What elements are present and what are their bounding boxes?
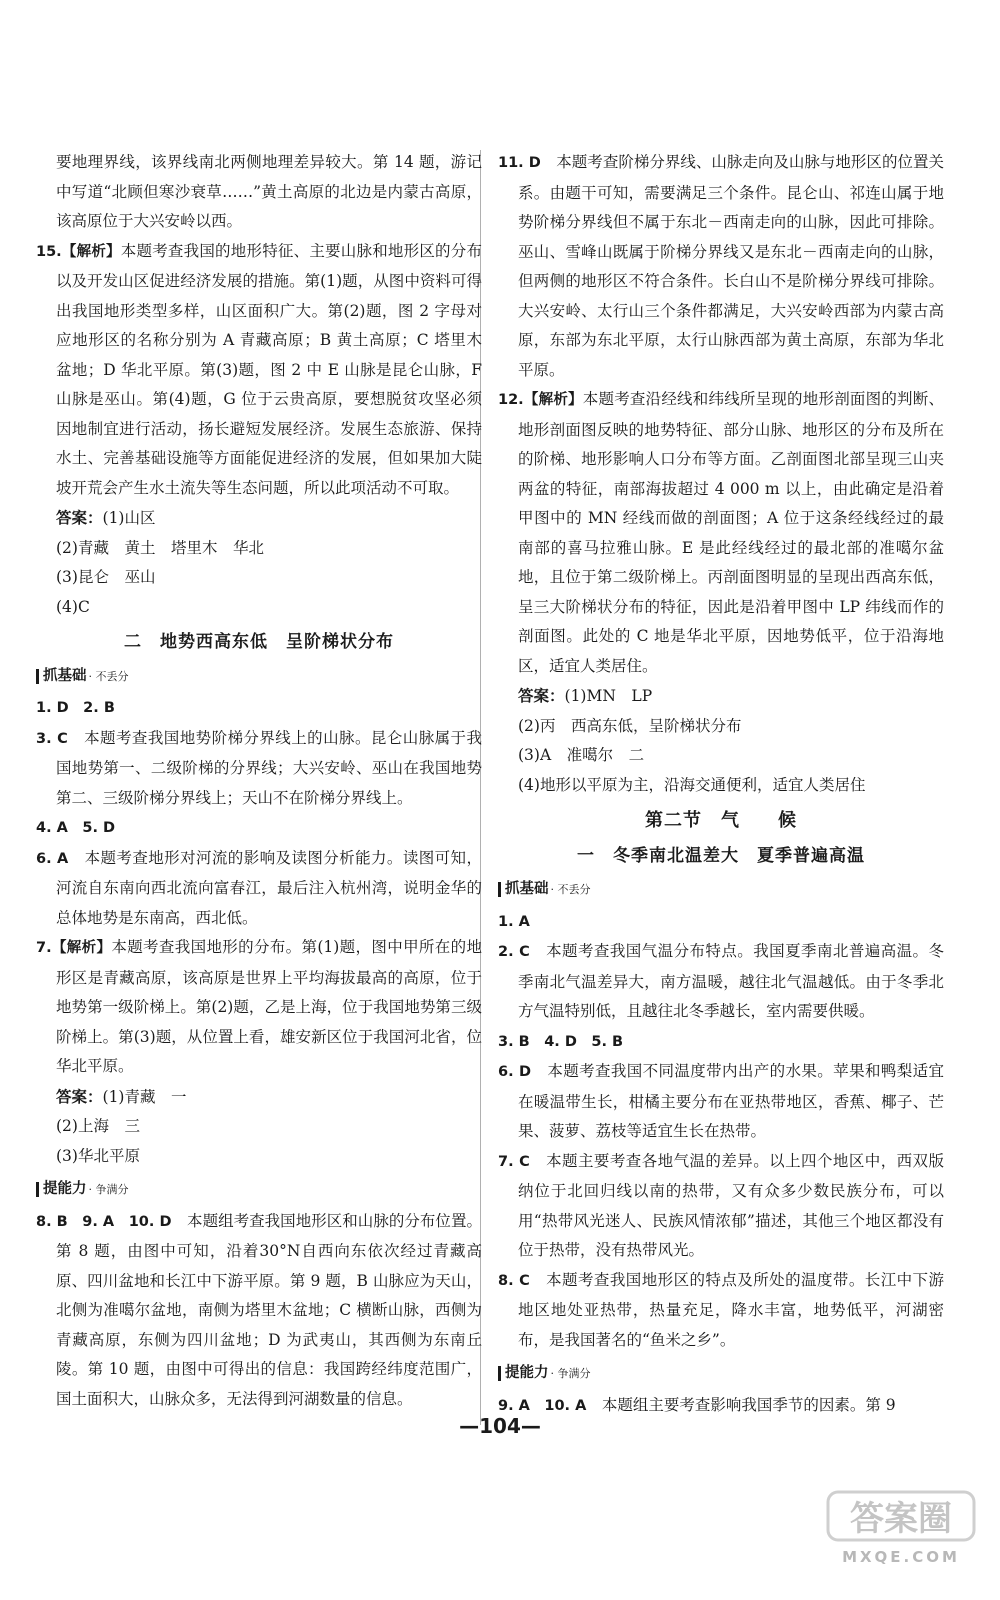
question-11 — [498, 148, 944, 385]
left-column — [36, 148, 482, 1414]
question-number: 6. D — [498, 1064, 532, 1080]
tag-label: 提能力 — [505, 1365, 549, 1381]
subsection-title: 一 冬季南北温差大 夏季普遍高温 — [577, 845, 865, 866]
question-number: 8. B 9. A 10. D — [36, 1213, 172, 1230]
question-3 — [36, 724, 482, 814]
tag-bar-icon — [498, 882, 501, 897]
tag-sub: · 争满分 — [550, 1367, 591, 1380]
answer-label: 答案： — [56, 1086, 103, 1106]
question-text: 本题考查我国地形区的特点及所处的温度带。长江中下游地区地处亚热带，热量充足，降水丰富，地势低平，河湖密布，是我国著名的“鱼米之乡”。 — [518, 1270, 944, 1349]
question-number: 9. A 10. A — [498, 1397, 587, 1414]
section-heading: 二 地势西高东低 呈阶梯状分布 — [124, 632, 394, 652]
question-2 — [498, 937, 944, 1027]
question-text: 本题考查我国气温分布特点。我国夏季南北普遍高温。冬季南北气温差异大，南方温暖，越往北气温越低。由于冬季北方气温特别低，且越往北冬季越长，室内需要供暖。 — [518, 942, 944, 1020]
question-text: 本题考查阶梯分界线、山脉走向及山脉与地形区的位置关系。由题干可知，需要满足三个条件。昆仑山、祁连山属于地势阶梯分界线但不属于东北－西南走向的山脉，因此可排除。巫山、雪峰山既属于阶梯分界线又是东北－西南走向的山脉，但两侧的地形区不符合条件。长白山不是阶梯分界线可排除。大兴安岭、太行山三个条件都满足，大兴安岭西部为内蒙古高原，东部为东北平原，太行山脉西部为黄土高原，东部为华北平原。 — [518, 153, 944, 379]
answer-short: 1. D 2. B — [36, 700, 115, 716]
tag-sub: · 争满分 — [88, 1183, 129, 1196]
tag-label: 抓基础 — [43, 667, 87, 684]
answer-label: 答案： — [518, 686, 565, 705]
question-text: 本题考查我国不同温度带内出产的水果。苹果和鸭梨适宜在暖温带生长，柑橘主要分布在亚热带地区，香蕉、椰子、芒果、菠萝、荔枝等适宜生长在热带。 — [518, 1062, 944, 1140]
question-text: 本题考查地形对河流的影响及读图分析能力。读图可知，河流自东南向西北流向富春江，最后注入杭州湾，说明金华的总体地势是东南高，西北低。 — [56, 848, 482, 927]
answer-short: 4. A 5. D — [36, 820, 116, 836]
answer-item: (1)青藏 一 — [102, 1087, 187, 1106]
question-15 — [36, 237, 482, 504]
question-number: 15.【解析】 — [36, 243, 121, 260]
tag-ability — [498, 1359, 944, 1389]
question-6 — [498, 1057, 944, 1147]
question-number: 3. C — [36, 730, 68, 747]
answer-line — [36, 1082, 482, 1113]
question-6 — [36, 844, 482, 934]
watermark-logo — [826, 1486, 976, 1566]
tag-label: 抓基础 — [505, 881, 549, 897]
question-number: 6. A — [36, 850, 69, 867]
question-text: 本题考查我国地形的分布。第(1)题，图中甲所在的地形区是青藏高原，该高原是世界上平均海拔最高的高原，位于地势第一级阶梯上。第(2)题，乙是上海，位于我国地势第三级阶梯上。第(3)题，从位置上看，雄安新区位于我国河北省，位华北平原。 — [56, 938, 482, 1075]
tag-label: 提能力 — [43, 1181, 87, 1197]
answer-item: (2)青藏 黄土 塔里木 华北 — [56, 538, 264, 557]
question-8 — [498, 1266, 944, 1356]
question-text: 本题主要考查各地气温的差异。以上四个地区中，西双版纳位于北回归线以南的热带，又有众多少数民族分布，可以用“热带风光迷人、民族风情浓郁”描述，其他三个地区都没有位于热带，没有热带风光。 — [518, 1151, 944, 1259]
answer-item: (3)A 准噶尔 二 — [518, 746, 645, 764]
question-number: 7. C — [498, 1153, 530, 1170]
tag-ability — [36, 1175, 482, 1205]
question-number: 8. C — [498, 1272, 530, 1289]
question-8-10 — [36, 1207, 482, 1415]
answer-item: (2)上海 三 — [56, 1117, 140, 1135]
answer-short: 3. B 4. D 5. B — [498, 1033, 624, 1050]
tag-bar-icon — [36, 669, 39, 684]
svg-text:答案圈: 答案圈 — [850, 1499, 952, 1539]
right-column — [498, 148, 944, 1421]
answer-item: (1)MN LP — [564, 687, 653, 705]
answer-short: 1. A — [498, 913, 530, 930]
section-title: 第二节 气 候 — [645, 810, 797, 831]
answer-item: (3)华北平原 — [56, 1146, 140, 1165]
question-number: 11. D — [498, 155, 541, 171]
question-text: 本题考查沿经线和纬线所呈现的地形剖面图的判断、地形剖面图反映的地势特征、部分山脉、地形区的分布及所在的阶梯、地形影响人口分布等方面。乙剖面图北部呈现三山夹两盆的特征，南部海拔超过 4 000 m 以上，由此确定是沿着甲图中的 MN 经线而做的剖面图；A 位于这条经线经过的最南部的喜马拉雅山脉。E 是此经线经过的最北部的准噶尔盆地，且位于第二级阶梯上。丙剖面图明显的呈现出西高东低，呈三大阶梯状分布的特征，因此是沿着甲图中 LP 纬线而作的剖面图。此处的 C 地是华北平原，因地势低平，位于沿海地区，适宜人类居住。 — [518, 390, 944, 675]
question-text: 本题组考查我国地形区和山脉的分布位置。第 8 题，由图中可知，沿着30°N自西向东依次经过青藏高原、四川盆地和长江中下游平原。第 9 题，B 山脉应为天山，北侧为准噶尔盆地，南侧为塔里木盆地；C 横断山脉，西侧为青藏高原，东侧为四川盆地；D 为武夷山，其西侧为东南丘陵。第 10 题，由图中可得出的信息：我国跨经纬度范围广，国土面积大，山脉众多，无法得到河湖数量的信息。 — [56, 1211, 482, 1408]
answer-label: 答案： — [56, 508, 103, 527]
answer-line — [498, 681, 944, 712]
answer-line — [36, 503, 482, 534]
tag-sub: · 不丢分 — [88, 669, 129, 683]
tag-basic — [36, 662, 482, 692]
question-number: 12.【解析】 — [498, 392, 583, 408]
tag-basic — [498, 875, 944, 905]
question-7 — [36, 933, 482, 1082]
tag-bar-icon — [498, 1366, 501, 1381]
watermark-brand-icon — [826, 1486, 976, 1546]
tag-bar-icon — [36, 1182, 39, 1197]
answer-item: (4)C — [56, 597, 90, 616]
watermark-url: MXQE.COM — [842, 1548, 960, 1566]
continued-paragraph: 要地理界线，该界线南北两侧地理差异较大。第 14 题，游记中写道“北顾但寒沙衰草……”黄土高原的北边是内蒙古高原，该高原位于大兴安岭以西。 — [56, 153, 482, 230]
question-number: 7.【解析】 — [36, 940, 112, 956]
question-text: 本题考查我国的地形特征、主要山脉和地形区的分布以及开发山区促进经济发展的措施。第(1)题，从图中资料可得出我国地形类型多样，山区面积广大。第(2)题，图 2 字母对应地形区的名称分别为 A 青藏高原；B 黄土高原；C 塔里木盆地；D 华北平原。第(3)题，图 2 中 E 山脉是昆仑山脉，F 山脉是巫山。第(4)题，G 位于云贵高原，要想脱贫攻坚必须因地制宜进行活动，扬长避短发展经济。发展生态旅游、保持水土、完善基础设施等方面能促进经济的发展，但如果加大陡坡开荒会产生水土流失等生态问题，所以此项活动不可取。 — [56, 241, 482, 497]
question-text: 本题组主要考查影响我国季节的因素。第 9 — [601, 1395, 896, 1414]
answer-item: (4)地形以平原为主，沿海交通便利，适宜人类居住 — [518, 775, 866, 794]
answer-item: (3)昆仑 巫山 — [56, 568, 156, 586]
answer-item: (2)丙 西高东低，呈阶梯状分布 — [518, 716, 742, 735]
question-number: 2. C — [498, 944, 530, 960]
page-number: —104— — [459, 1414, 541, 1438]
question-12 — [498, 385, 944, 681]
answer-item: (1)山区 — [102, 509, 156, 527]
tag-sub: · 不丢分 — [550, 883, 591, 896]
question-7 — [498, 1147, 944, 1266]
question-text: 本题考查我国地势阶梯分界线上的山脉。昆仑山脉属于我国地势第一、二级阶梯的分界线；大兴安岭、巫山在我国地势第二、三级阶梯分界线上；天山不在阶梯分界线上。 — [56, 728, 482, 807]
